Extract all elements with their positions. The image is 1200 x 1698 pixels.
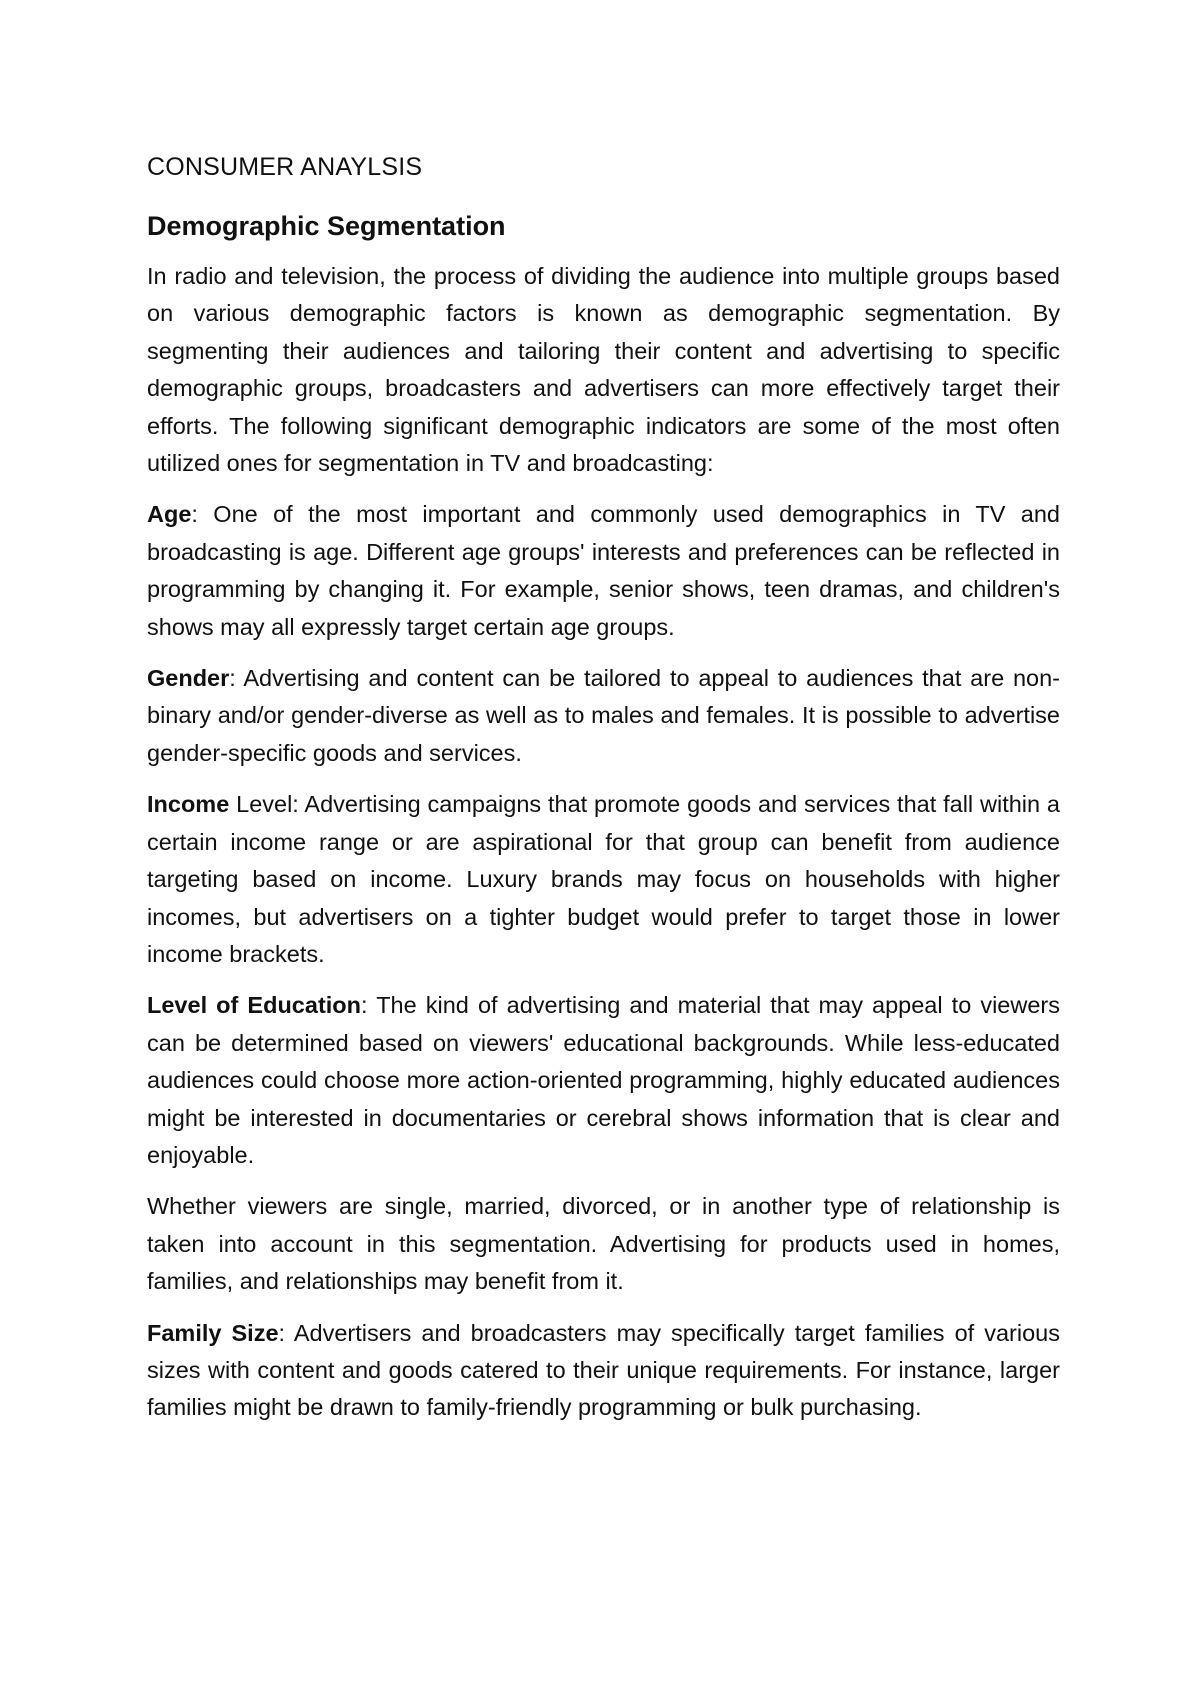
education-term: Level of Education (147, 992, 362, 1019)
gender-paragraph (147, 660, 1060, 772)
gender-text: : Advertising and content can be tailored to appeal to audiences that are non-binary and/or gender-diverse as well as to males and females. It is possible to advertise gender-specific goods and services. (147, 665, 1060, 766)
income-term: Income (147, 791, 230, 818)
family-size-term: Family Size (147, 1319, 279, 1346)
relationship-paragraph: Whether viewers are single, married, divorced, or in another type of relationship is taken into account in this segmentation. Advertising for products used in homes, families, and relationships may benefit from it. (147, 1193, 1060, 1295)
gender-term: Gender (147, 665, 230, 692)
income-text: Level: Advertising campaigns that promote goods and services that fall within a certain income range or are aspirational for that group can benefit from audience targeting based on income. Luxury brands may focus on households with higher incomes, but advertisers on a tighter budget would prefer to target those in lower income brackets. (147, 791, 1060, 967)
section-heading: Demographic Segmentation (147, 211, 506, 241)
income-paragraph (147, 786, 1060, 973)
age-paragraph (147, 496, 1060, 646)
education-text: : The kind of advertising and material that may appeal to viewers can be determined based on viewers' educational backgrounds. While less-educated audiences could choose more action-oriented programming, highly educated audiences might be interested in documentaries or cerebral shows information that is clear and enjoyable. (147, 992, 1060, 1168)
document-page (147, 150, 1060, 1441)
intro-paragraph: In radio and television, the process of dividing the audience into multiple groups based on various demographic factors is known as demographic segmentation. By segmenting their audiences and tailoring their content and advertising to specific demographic groups, broadcasters and advertisers can more effectively target their efforts. The following significant demographic indicators are some of the most often utilized ones for segmentation in TV and broadcasting: (147, 263, 1060, 477)
family-size-paragraph (147, 1315, 1060, 1427)
document-title: CONSUMER ANAYLSIS (147, 153, 423, 181)
family-size-text: : Advertisers and broadcasters may specifically target families of various sizes with content and goods catered to their unique requirements. For instance, larger families might be drawn to family-friendly programming or bulk purchasing. (147, 1319, 1060, 1421)
age-text: : One of the most important and commonly used demographics in TV and broadcasting is age. Different age groups' interests and preferences can be reflected in programming by changing it. For example, senior shows, teen dramas, and children's shows may all expressly target certain age groups. (147, 501, 1060, 640)
age-term: Age (147, 501, 192, 528)
education-paragraph (147, 987, 1060, 1174)
